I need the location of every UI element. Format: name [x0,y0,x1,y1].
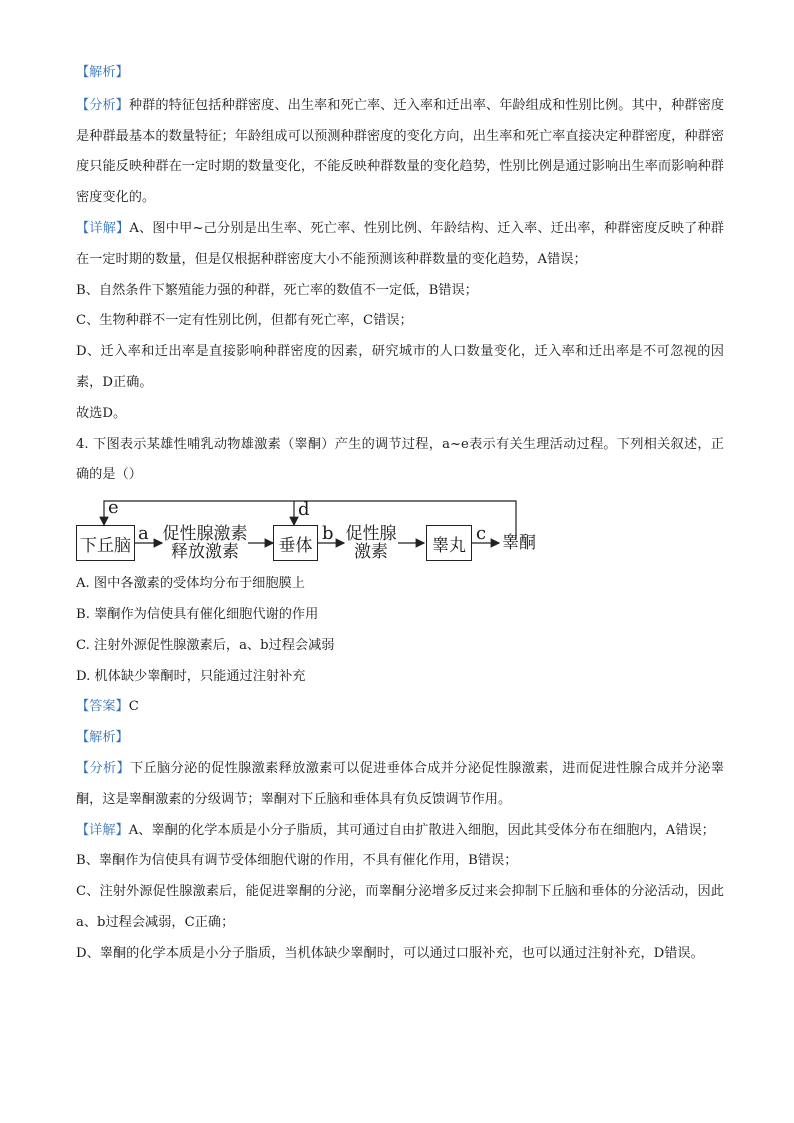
gnrh-label [162,525,248,561]
conclusion-line: 故选D。 [76,405,127,421]
document-page [76,64,724,970]
analysis-tag: 【分析】 [76,97,129,113]
detail-line-d: D、迁入率和迁出率是直接影响种群密度的因素，研究城市的人口数量变化，迁入率和迁出率是不可忽视的因素，D正确。 [76,344,724,390]
testis-box: 睾丸 [426,525,472,561]
option-a: A. 图中各激素的受体均分布于细胞膜上 [76,576,305,592]
detail-a-text-2: A、睾酮的化学本质是小分子脂质，其可通过自由扩散进入细胞，因此其受体分布在细胞内，A错误； [128,822,715,838]
pituitary-box: 垂体 [273,525,318,561]
option-d: D. 机体缺少睾酮时，只能通过注射补充 [76,668,306,684]
answer-value: C [128,699,139,715]
detail-tag: 【详解】 [76,220,130,236]
analysis-text-2: 下丘脑分泌的促性腺激素释放激素可以促进垂体合成并分泌促性腺激素，进而促进性腺合成并分泌睾酮，这是睾酮激素的分级调节；睾酮对下丘脑和垂体具有负反馈调节作用。 [76,760,725,807]
gnrh-label-line1: 促性腺激素 [162,524,248,545]
analysis-tag-2: 【分析】 [76,760,131,776]
option-b: B. 睾酮作为信使具有催化细胞代谢的作用 [76,606,319,622]
analysis-paragraph [76,91,724,214]
question-4-stem: 4. 下图表示某雄性哺乳动物雄激素（睾酮）产生的调节过程，a~e表示有关生理活动过程。下列相关叙述，正确的是（） [76,436,724,483]
answer-tag: 【答案】 [76,699,129,715]
detail-line-c-2: C、注射外源促性腺激素后，能促进睾酮的分泌，而睾酮分泌增多反过来会抑制下丘脑和垂体的分泌活动，因此a、b过程会减弱，C正确； [76,884,724,930]
letter-c: c [476,523,487,545]
letter-e: e [108,497,119,519]
gth-label-line1: 促性腺 [345,524,397,545]
letter-d: d [298,499,310,521]
detail-a-text: A、图中甲~己分别是出生率、死亡率、性别比例、年龄结构、迁入率、迁出率，种群密度反映了种群在一定时期的数量，但是仅根据种群密度大小不能预测该种群数量的变化趋势，A错误； [76,220,724,267]
gth-label [344,525,398,561]
letter-a: a [138,523,149,545]
detail-line-b-2: B、睾酮作为信使具有调节受体细胞代谢的作用，不具有催化作用，B错误； [76,853,518,869]
gnrh-label-line2: 释放激素 [171,542,239,563]
jiexi-heading-2: 【解析】 [76,730,129,746]
gth-label-line2: 激素 [354,542,388,563]
detail-line-c: C、生物种群不一定有性别比例，但都有死亡率，C错误； [76,313,413,329]
jiexi-heading: 【解析】 [76,65,129,80]
option-c: C. 注射外源促性腺激素后，a、b过程会减弱 [76,637,335,653]
detail-paragraph-a-2 [76,816,724,847]
letter-b: b [322,523,334,545]
detail-paragraph-a [76,214,724,276]
detail-line-b: B、自然条件下繁殖能力强的种群，死亡率的数值不一定低，B错误； [76,282,478,298]
testosterone-label: 睾酮 [502,533,536,554]
answer-line [76,698,724,716]
detail-line-d-2: D、睾酮的化学本质是小分子脂质，当机体缺少睾酮时，可以通过口服补充，也可以通过注射补充，D错误。 [76,945,704,961]
hormone-regulation-diagram [76,495,724,569]
analysis-text: 种群的特征包括种群密度、出生率和死亡率、迁入率和迁出率、年龄组成和性别比例。其中，种群密度是种群最基本的数量特征；年龄组成可以预测种群密度的变化方向，出生率和死亡率直接决定种群密度，种群密度只能反映种群在一定时期的数量变化，不能反映种群数量的变化趋势，性别比例是通过影响出生率而影响种群密度变化的。 [76,97,725,206]
detail-tag-2: 【详解】 [76,822,129,838]
hypothalamus-box: 下丘脑 [76,525,135,561]
analysis-paragraph-2 [76,754,724,816]
